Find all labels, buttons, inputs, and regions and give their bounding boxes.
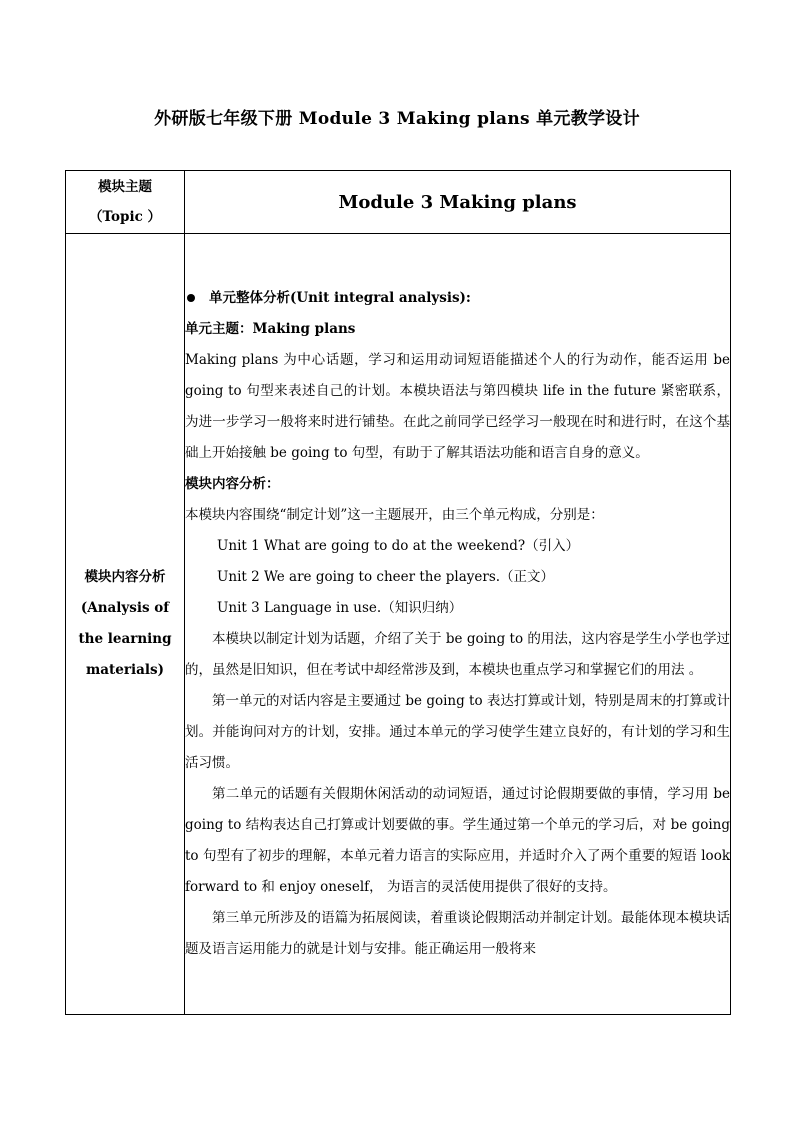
content-intro: 本模块内容围绕“制定计划”这一主题展开，由三个单元构成，分别是： xyxy=(185,507,604,523)
analysis-label-en-1: (Analysis of xyxy=(80,600,170,616)
unit-theme: 单元主题：Making plans xyxy=(185,321,356,337)
bullet-heading-line xyxy=(185,283,730,314)
analysis-content-cell xyxy=(185,234,731,1015)
unit-item-2: Unit 2 We are going to cheer the players.（正文） xyxy=(217,569,555,585)
analysis-label-cn: 模块内容分析 xyxy=(84,569,166,585)
topic-label-cn: 模块主题 xyxy=(98,179,152,195)
document-title: 外研版七年级下册 Module 3 Making plans 单元教学设计 xyxy=(154,109,640,129)
unit-item-3: Unit 3 Language in use.（知识归纳） xyxy=(217,600,463,616)
topic-row xyxy=(66,171,731,234)
analysis-row xyxy=(66,234,731,1015)
analysis-label-cell xyxy=(66,234,185,1015)
unit-item-1: Unit 1 What are going to do at the weekend?（引入） xyxy=(217,538,580,554)
topic-label-en: （Topic ） xyxy=(89,209,161,225)
paragraph-unit-1: 第一单元的对话内容是主要通过 be going to 表达打算或计划，特别是周末的打算或计划。并能询问对方的计划，安排。通过本单元的学习使学生建立良好的，有计划的学习和生活习惯。 xyxy=(185,693,730,771)
topic-label-cell xyxy=(66,171,185,234)
content-analysis-heading: 模块内容分析： xyxy=(185,476,280,492)
topic-value-cell: Module 3 Making plans xyxy=(185,171,731,234)
analysis-label-en-2: the learning xyxy=(78,631,172,647)
analysis-label-en-3: materials) xyxy=(86,662,164,678)
bullet-heading: 单元整体分析(Unit integral analysis): xyxy=(209,290,471,306)
plan-table xyxy=(65,170,731,1015)
paragraph-unit-3: 第三单元所涉及的语篇为拓展阅读，着重谈论假期活动并制定计划。最能体现本模块话题及语言运用能力的就是计划与安排。能正确运用一般将来 xyxy=(185,910,730,957)
paragraph-overview: Making plans 为中心话题，学习和运用动词短语能描述个人的行为动作，能否运用 be going to 句型来表述自己的计划。本模块语法与第四模块 life in the future 紧密联系，为进一步学习一般将来时进行铺垫。在此之前同学已经学习一般现在时和进行时，在这个基础上开始接触 be going to 句型，有助于了解其语法功能和语言自身的意义。 xyxy=(185,352,730,461)
paragraph-unit-2: 第二单元的话题有关假期休闲活动的动词短语，通过讨论假期要做的事情，学习用 be going to 结构表达自己打算或计划要做的事。学生通过第一个单元的学习后，对 be going to 句型有了初步的理解，本单元着力语言的实际应用，并适时介入了两个重要的短语 look forward to 和 enjoy oneself， 为语言的灵活使用提供了很好的支持。 xyxy=(185,786,730,895)
bullet-dot-icon xyxy=(187,294,195,302)
paragraph-module-focus: 本模块以制定计划为话题，介绍了关于 be going to 的用法，这内容是学生小学也学过的，虽然是旧知识，但在考试中却经常涉及到，本模块也重点学习和掌握它们的用法 。 xyxy=(185,631,730,678)
